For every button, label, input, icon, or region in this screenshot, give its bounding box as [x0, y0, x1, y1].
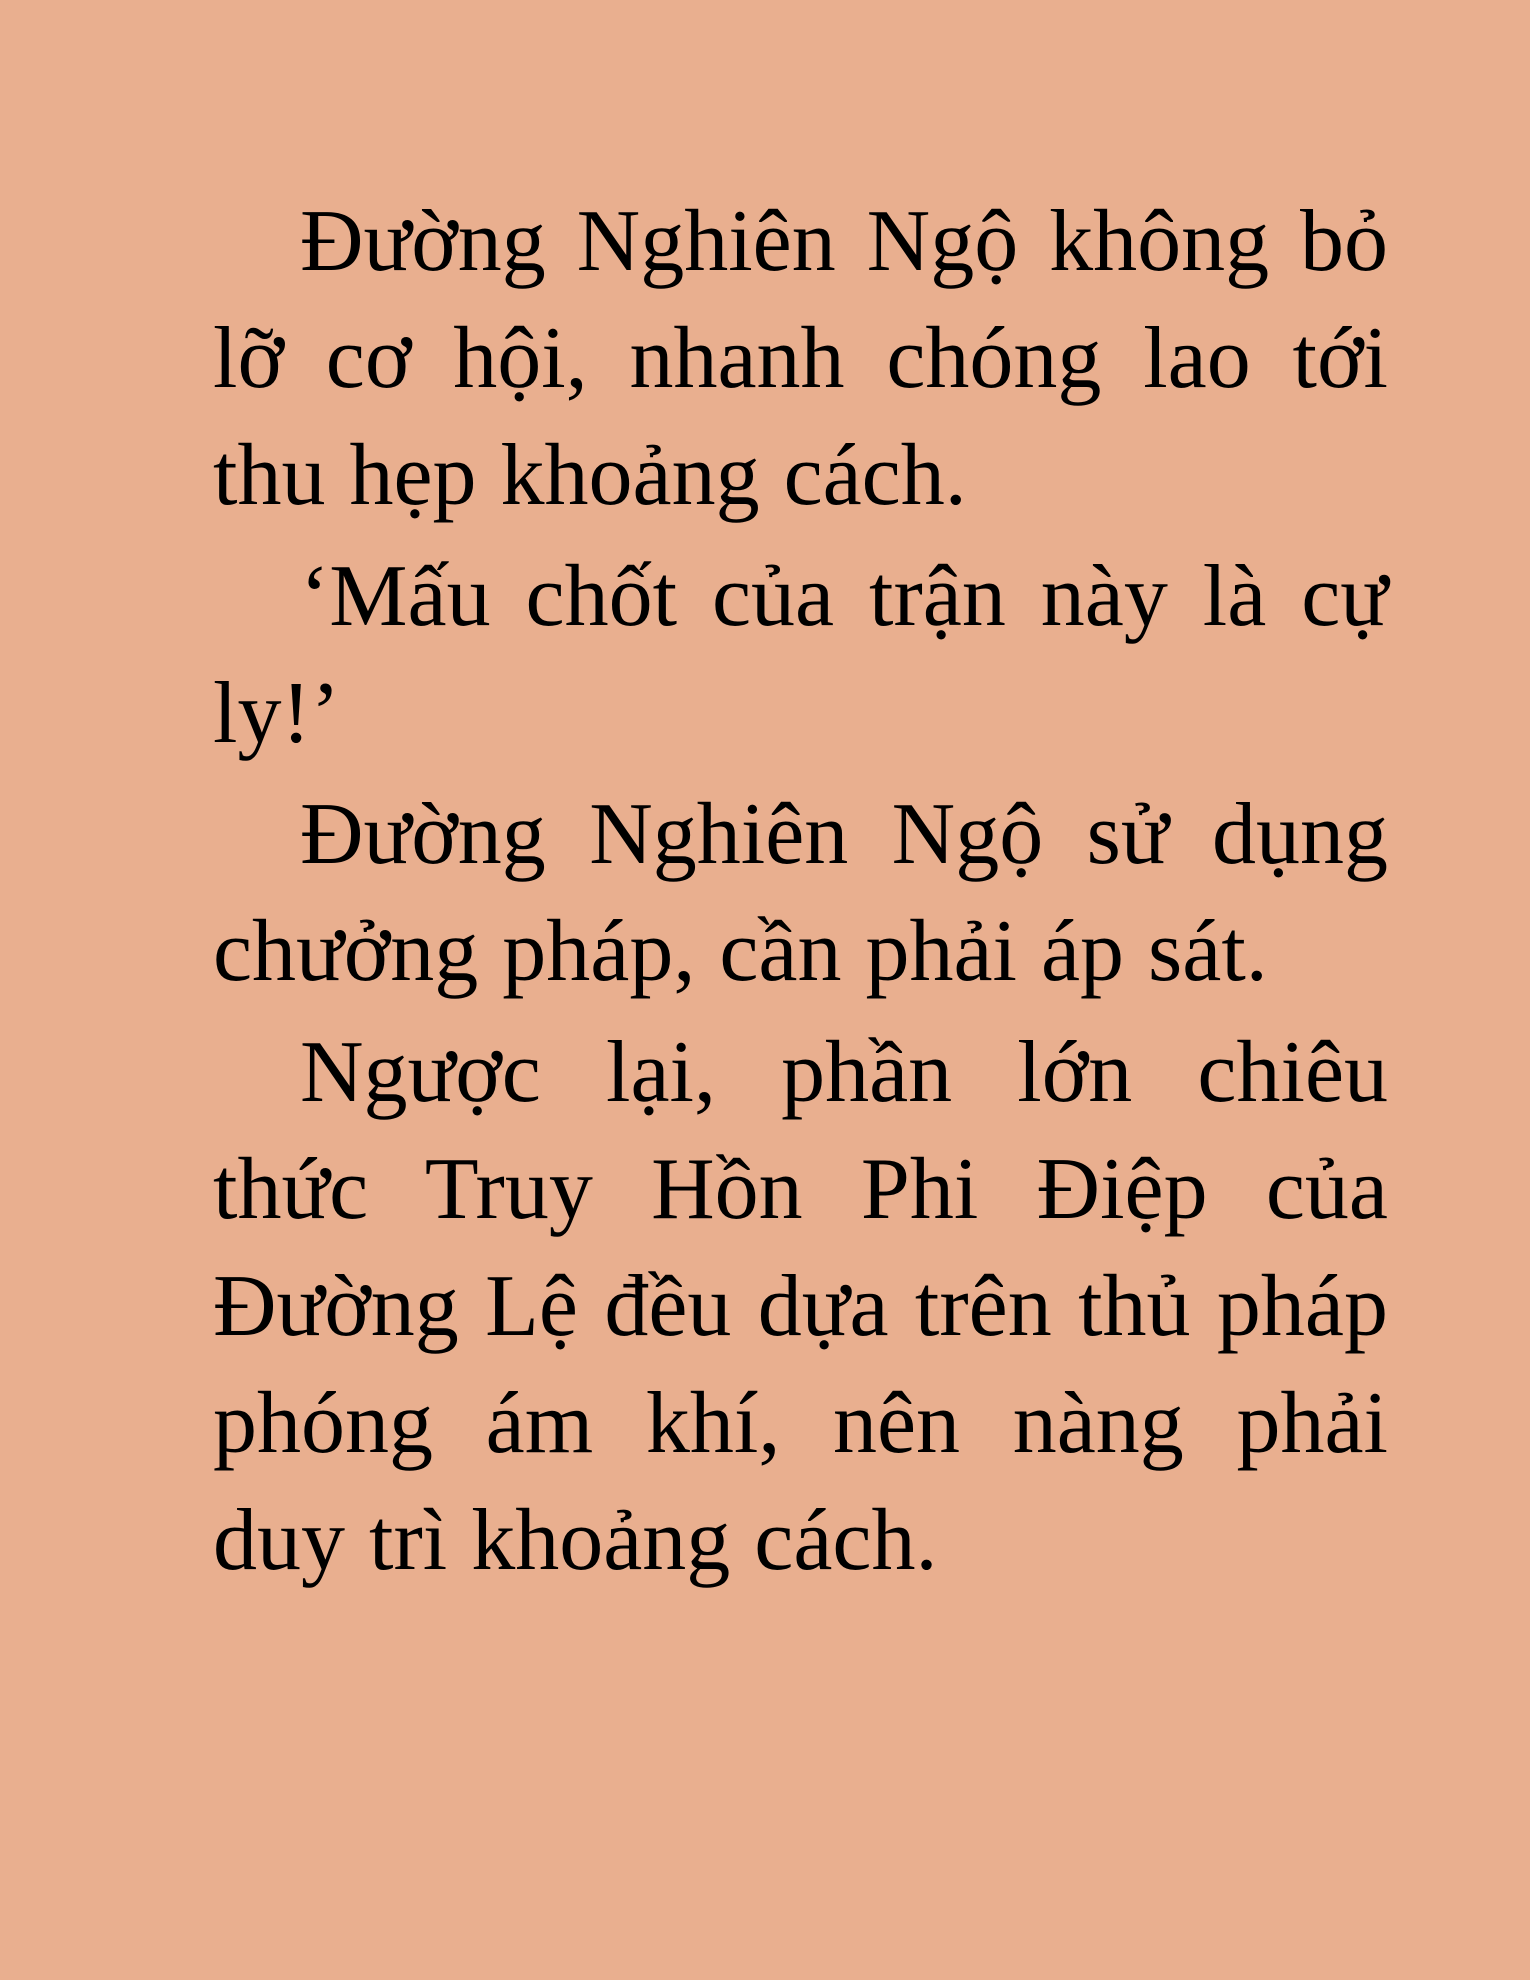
paragraph-2: ‘Mấu chốt của trận này là cự ly!’: [213, 548, 1388, 762]
document-page: [213, 183, 1388, 1603]
paragraph-1: Đường Nghiên Ngộ không bỏ lỡ cơ hội, nhanh chóng lao tới thu hẹp khoảng cách.: [213, 193, 1388, 524]
paragraph-4: Ngược lại, phần lớn chiêu thức Truy Hồn Phi Điệp của Đường Lệ đều dựa trên thủ pháp phóng ám khí, nên nàng phải duy trì khoảng cách.: [213, 1024, 1388, 1589]
paragraph-3: Đường Nghiên Ngộ sử dụng chưởng pháp, cần phải áp sát.: [213, 786, 1388, 1000]
